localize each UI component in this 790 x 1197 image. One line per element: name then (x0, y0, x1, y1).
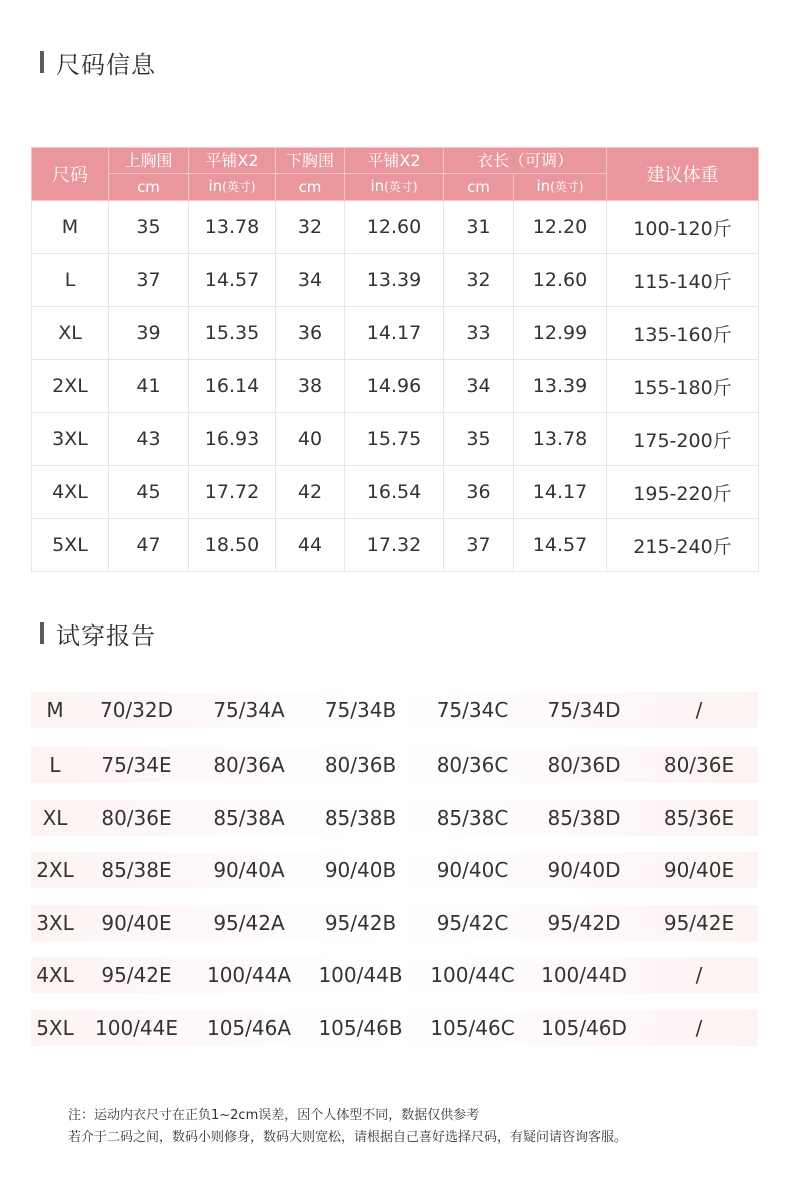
cell: 37 (109, 254, 189, 307)
cell: 15.35 (189, 307, 276, 360)
cell: 32 (276, 201, 345, 254)
report-cell: 100/44C (430, 963, 515, 988)
cell: 41 (109, 360, 189, 413)
list-item (31, 1010, 758, 1046)
cell-weight: 115-140斤 (607, 254, 759, 307)
cell: 39 (109, 307, 189, 360)
cell: 37 (444, 519, 514, 572)
unit-cm: cm (276, 174, 345, 201)
report-cell: 85/38E (101, 858, 172, 883)
list-item (31, 692, 758, 728)
report-cell: / (695, 698, 703, 722)
cell-weight: 215-240斤 (607, 519, 759, 572)
report-size: 5XL (36, 1015, 74, 1040)
unit-cm: cm (444, 174, 514, 201)
header-length: 衣长（可调） (444, 148, 607, 174)
cell: 36 (444, 466, 514, 519)
report-cell: 80/36A (213, 753, 285, 777)
cell: 13.78 (189, 201, 276, 254)
report-cell: 105/46B (318, 1015, 403, 1040)
cell-size: 5XL (32, 519, 109, 572)
unit-in: in(英寸) (514, 174, 607, 201)
report-size: L (49, 753, 61, 777)
report-cell: / (695, 963, 703, 988)
report-cell: 75/34D (547, 698, 621, 722)
note-line: 注：运动内衣尺寸在正负1~2cm误差，因个人体型不同，数据仅供参考 (68, 1108, 480, 1123)
cell: 15.75 (345, 413, 444, 466)
cell: 12.20 (514, 201, 607, 254)
tryon-report-heading (40, 617, 156, 649)
heading-accent-bar (40, 51, 44, 73)
report-cell: 95/42B (324, 910, 397, 935)
table-row (32, 254, 759, 307)
cell-size: 4XL (32, 466, 109, 519)
cell: 45 (109, 466, 189, 519)
size-info-heading (40, 46, 156, 78)
report-cell: 95/42E (101, 963, 172, 988)
cell: 36 (276, 307, 345, 360)
cell: 42 (276, 466, 345, 519)
table-row (32, 201, 759, 254)
header-lower-flat: 平铺X2 (345, 148, 444, 174)
report-cell: 95/42A (213, 910, 285, 935)
table-row (32, 466, 759, 519)
report-cell: 90/40B (324, 858, 397, 883)
cell-weight: 195-220斤 (607, 466, 759, 519)
cell: 34 (444, 360, 514, 413)
cell: 40 (276, 413, 345, 466)
cell: 43 (109, 413, 189, 466)
size-info-title: 尺码信息 (56, 50, 156, 79)
report-cell: 80/36E (663, 753, 735, 777)
report-cell: 75/34E (101, 753, 172, 777)
report-cell: 95/42D (547, 910, 621, 935)
report-cell: 80/36B (324, 753, 397, 777)
header-weight: 建议体重 (607, 148, 759, 201)
header-upper-chest: 上胸围 (109, 148, 189, 174)
cell: 17.72 (189, 466, 276, 519)
report-cell: 105/46D (541, 1015, 627, 1040)
report-cell: 75/34A (213, 698, 285, 722)
table-row (32, 413, 759, 466)
header-size: 尺码 (32, 148, 109, 201)
report-cell: 90/40A (213, 858, 285, 883)
report-cell: / (695, 1015, 703, 1040)
unit-cm: cm (109, 174, 189, 201)
report-cell: 100/44E (95, 1015, 178, 1040)
cell: 16.54 (345, 466, 444, 519)
cell-size: 2XL (32, 360, 109, 413)
cell: 13.39 (514, 360, 607, 413)
report-cell: 85/36E (663, 805, 735, 830)
cell-size: XL (32, 307, 109, 360)
cell-size: 3XL (32, 413, 109, 466)
note-line: 若介于二码之间，数码小则修身，数码大则宽松，请根据自己喜好选择尺码，有疑问请咨询客服。 (68, 1130, 628, 1145)
cell: 14.57 (514, 519, 607, 572)
list-item (31, 800, 758, 836)
report-cell: 90/40D (547, 858, 621, 883)
report-cell: 100/44B (318, 963, 403, 988)
cell-weight: 135-160斤 (607, 307, 759, 360)
cell: 31 (444, 201, 514, 254)
report-cell: 75/34B (324, 698, 397, 722)
report-cell: 85/38D (547, 805, 621, 830)
cell-weight: 175-200斤 (607, 413, 759, 466)
report-cell: 70/32D (99, 698, 174, 722)
cell: 12.60 (514, 254, 607, 307)
table-row (32, 360, 759, 413)
report-cell: 80/36D (547, 753, 621, 777)
table-row (32, 519, 759, 572)
cell: 13.39 (345, 254, 444, 307)
report-size: M (46, 698, 64, 722)
list-item (31, 905, 758, 941)
report-cell: 105/46A (206, 1015, 292, 1040)
cell: 35 (109, 201, 189, 254)
tryon-report-title: 试穿报告 (56, 621, 156, 650)
report-size: 3XL (36, 910, 74, 935)
report-cell: 90/40E (101, 910, 172, 935)
unit-in: in(英寸) (345, 174, 444, 201)
report-size: 2XL (36, 858, 74, 883)
tryon-report-list (31, 692, 758, 1063)
table-row (32, 307, 759, 360)
report-size: 4XL (36, 963, 74, 988)
header-lower-chest: 下胸围 (276, 148, 345, 174)
cell-size: M (32, 201, 109, 254)
cell-weight: 155-180斤 (607, 360, 759, 413)
report-cell: 75/34C (436, 698, 509, 722)
cell: 16.93 (189, 413, 276, 466)
cell: 18.50 (189, 519, 276, 572)
heading-accent-bar (40, 622, 44, 644)
cell: 47 (109, 519, 189, 572)
cell: 32 (444, 254, 514, 307)
report-cell: 90/40C (436, 858, 509, 883)
report-cell: 90/40E (663, 858, 735, 883)
header-upper-flat: 平铺X2 (189, 148, 276, 174)
report-cell: 95/42C (436, 910, 509, 935)
cell: 12.99 (514, 307, 607, 360)
cell: 14.17 (514, 466, 607, 519)
report-cell: 95/42E (663, 910, 735, 935)
size-table (31, 147, 759, 572)
report-cell: 100/44A (206, 963, 292, 988)
report-cell: 100/44D (541, 963, 627, 988)
cell: 14.57 (189, 254, 276, 307)
cell: 33 (444, 307, 514, 360)
report-cell: 105/46C (430, 1015, 515, 1040)
list-item (31, 747, 758, 783)
size-notes (68, 1105, 627, 1149)
report-cell: 85/38B (324, 805, 397, 830)
cell: 14.96 (345, 360, 444, 413)
cell: 44 (276, 519, 345, 572)
cell-size: L (32, 254, 109, 307)
report-cell: 85/38A (213, 805, 285, 830)
cell: 14.17 (345, 307, 444, 360)
cell: 12.60 (345, 201, 444, 254)
list-item (31, 957, 758, 993)
report-cell: 80/36E (101, 805, 172, 830)
list-item (31, 852, 758, 888)
unit-in: in(英寸) (189, 174, 276, 201)
report-cell: 80/36C (436, 753, 509, 777)
cell: 34 (276, 254, 345, 307)
cell-weight: 100-120斤 (607, 201, 759, 254)
cell: 35 (444, 413, 514, 466)
report-size: XL (42, 805, 68, 830)
cell: 17.32 (345, 519, 444, 572)
cell: 13.78 (514, 413, 607, 466)
cell: 16.14 (189, 360, 276, 413)
cell: 38 (276, 360, 345, 413)
report-cell: 85/38C (436, 805, 509, 830)
